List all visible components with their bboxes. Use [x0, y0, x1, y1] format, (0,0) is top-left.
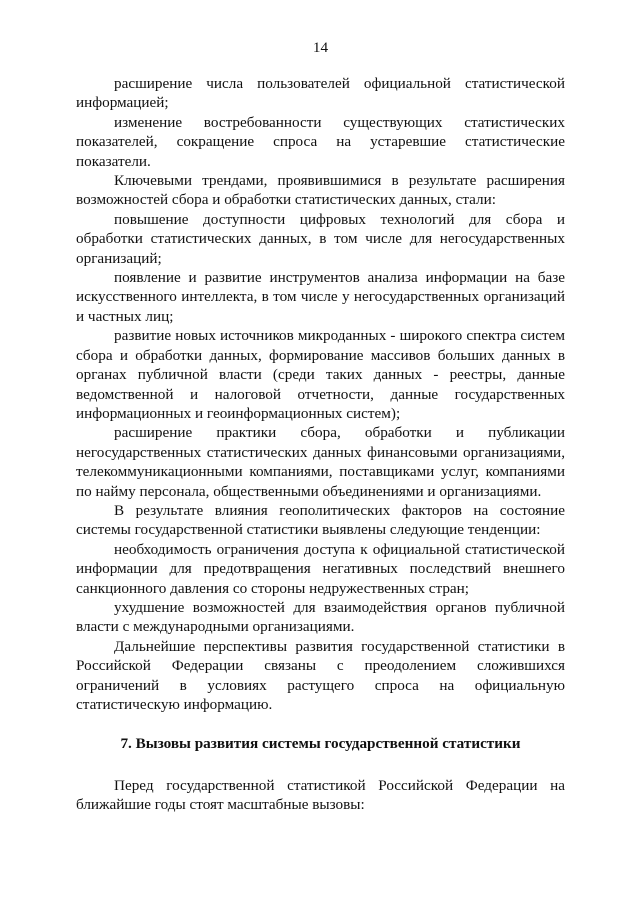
paragraph: развитие новых источников микроданных - широкого спектра систем сбора и обработки данных, формирование массивов больших данных в органах публичной власти (среди таких данных - реестры, данные ведомственной и налоговой отчетности, данные государственных информационных и геоинформационных систем);: [76, 327, 565, 422]
paragraph: изменение востребованности существующих статистических показателей, сокращение спроса на устаревшие статистические показатели.: [76, 113, 565, 170]
paragraph: появление и развитие инструментов анализа информации на базе искусственного интеллекта, в том числе у негосударственных организаций и частных лиц;: [76, 269, 565, 325]
paragraph: необходимость ограничения доступа к официальной статистической информации для предотвращения негативных последствий внешнего санкционного давления со стороны недружественных стран;: [76, 540, 565, 597]
paragraph: В результате влияния геополитических факторов на состояние системы государственной статистики выявлены следующие тенденции:: [76, 501, 565, 539]
section-heading: 7. Вызовы развития системы государственной статистики: [120, 735, 521, 753]
paragraph: расширение практики сбора, обработки и публикации негосударственных статистических данных финансовыми организациями, телекоммуникационными компаниями, поставщиками услуг, компаниями по найму персонала, общественными объединениями и организациями.: [76, 424, 565, 500]
paragraph: ухудшение возможностей для взаимодействия органов публичной власти с международными организациями.: [76, 598, 565, 636]
paragraph: Ключевыми трендами, проявившимися в результате расширения возможностей сбора и обработки статистических данных, стали:: [76, 172, 565, 209]
paragraph: расширение числа пользователей официальной статистической информацией;: [76, 75, 565, 112]
paragraph: Дальнейшие перспективы развития государственной статистики в Российской Федерации связаны с преодолением сложившихся ограничений в условиях растущего спроса на официальную статистическую информацию.: [76, 637, 565, 713]
paragraph: повышение доступности цифровых технологий для сбора и обработки статистических данных, в том числе для негосударственных организаций;: [76, 210, 565, 267]
paragraph: Перед государственной статистикой Российской Федерации на ближайшие годы стоят масштабные вызовы:: [76, 776, 565, 814]
page-number: 14: [312, 39, 329, 56]
